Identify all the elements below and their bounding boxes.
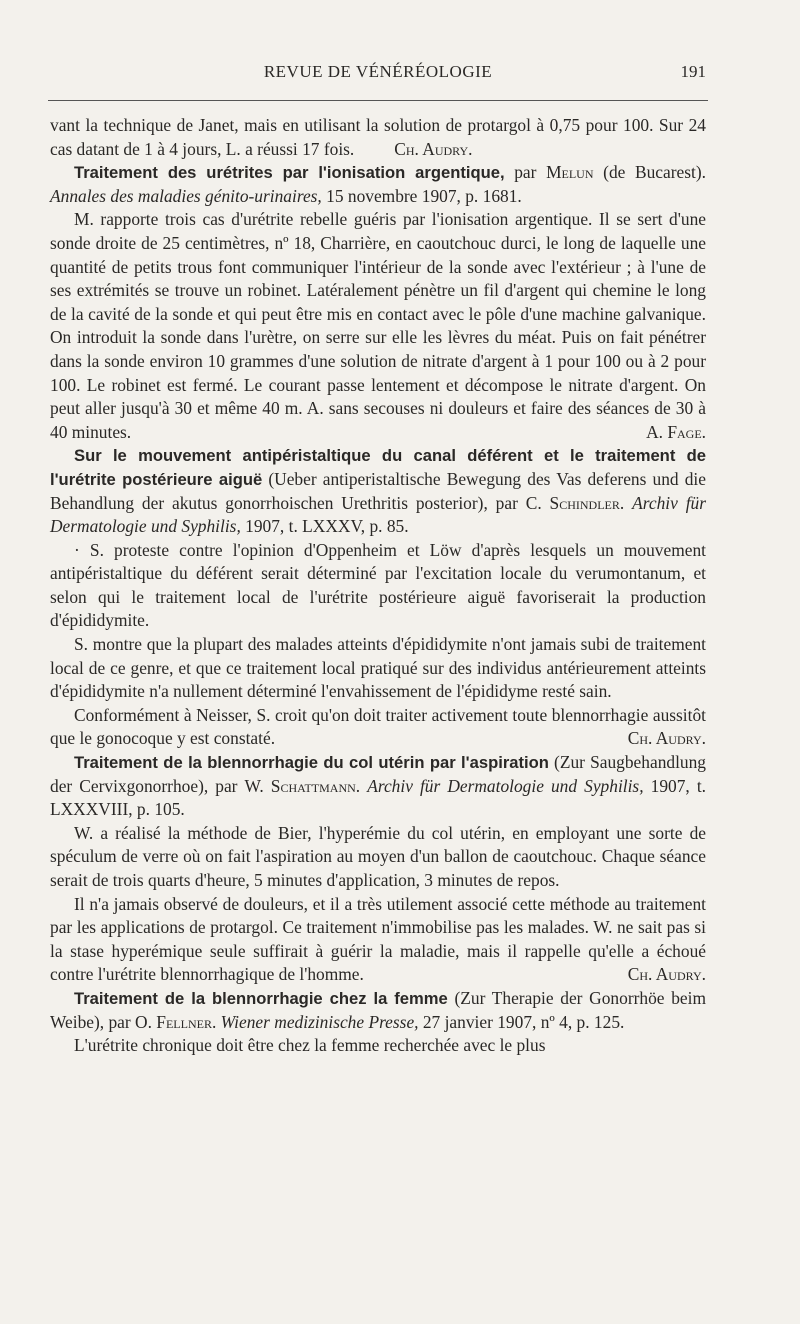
paragraph: M. rapporte trois cas d'urétrite rebelle guéris par l'ionisation argentique. Il se sert d'une sonde droite de 25 centimètres, nº 18, Charrière, en caoutchouc durci, le long de laquelle une quantité de petits trous font communiquer l'intérieur de la sonde avec l'extérieur ; à l'une de ses extrémités se trouve un robinet. Latéralement pénètre un fil d'argent qui chemine le long de la cavité de la sonde et qui peut être mis en contact avec le pôle d'une machine galvanique. On introduit la sonde dans l'urètre, on serre sur elle les lèvres du méat. Puis on fait pénétrer dans la sonde environ 10 grammes d'une solution de nitrate d'argent à 1 pour 100 ou à 2 pour 100. Le robinet est fermé. Le courant passe lentement et décompose le nitrate d'argent. On peut aller jusqu'à 30 et même 40 m. A. sans secouses ni douleurs et faire des séances de 30 à 40 minutes. A. Fage. xyxy=(50,208,706,444)
author: Melun xyxy=(546,162,594,183)
paragraph: L'urétrite chronique doit être chez la femme recherchée avec le plus xyxy=(74,1035,546,1056)
signature: Ch. Audry. xyxy=(627,964,706,985)
page-number: 191 xyxy=(680,62,706,81)
paragraph: Il n'a jamais observé de douleurs, et il a très utilement associé cette méthode au traitement par les applications de protargol. Ce traitement n'immobilise pas les malades. W. ne sait pas si la stase hyperémique seule suffirait à guérir la maladie, mais il rappelle qu'elle a échoué contre l'urétrite blennorrhagique de l'homme. Ch. Audry. xyxy=(50,893,706,987)
journal-title: REVUE DE VÉNÉRÉOLOGIE xyxy=(263,62,493,81)
running-header xyxy=(50,62,706,88)
article-heading: Traitement de la blennorrhagie du col utérin par l'aspiration (Zur Saugbehandlung der Cervixgonorrhoe), par W. Schattmann. Archiv für Dermatologie und Syphilis, 1907, t. LXXXVIII, p. 105. xyxy=(50,752,706,820)
journal-name: Archiv für Dermatologie und Syphilis, xyxy=(367,775,644,796)
article-heading: Traitement de la blennorrhagie chez la femme (Zur Therapie der Gonorrhöe beim Weibe), par O. Fellner. Wiener medizinische Presse, 27 janvier 1907, nº 4, p. 125. xyxy=(50,987,706,1032)
article-title: Traitement des urétrites par l'ionisation argentique, xyxy=(74,163,505,183)
paragraph: vant la technique de Janet, mais en utilisant la solution de protargol à 0,75 pour 100. Sur 24 cas datant de 1 à 4 jours, L. a réussi 17 fois. Ch. Audry. xyxy=(50,115,706,159)
article-heading: Sur le mouvement antipéristaltique du canal déférent et le traitement de l'urétrite postérieure aiguë (Ueber antiperistaltische Bewegung des Vas deferens und die Behandlung der akutus gonorrhoischen Urethritis posterior), par C. Schindler. Archiv für Dermatologie und Syphilis, 1907, t. LXXXV, p. 85. xyxy=(50,446,706,537)
journal-name: Annales des maladies génito-urinaires, xyxy=(50,185,322,206)
paragraph: Conformément à Neisser, S. croit qu'on doit traiter activement toute blennorrhagie aussitôt que le gonocoque y est constaté. Ch. Audry. xyxy=(50,704,706,751)
article-heading: Traitement des urétrites par l'ionisation argentique, par Melun (de Bucarest). Annales des maladies génito-urinaires, 15 novembre 1907, p. 1681. xyxy=(50,162,706,206)
article-title: Traitement de la blennorrhagie du col utérin par l'aspiration xyxy=(74,753,549,773)
journal-name: Archiv für Dermatologie und Syphilis, xyxy=(50,492,706,537)
article-title: Sur le mouvement antipéristaltique du canal déférent et le traitement de l'urétrite postérieure aiguë xyxy=(50,446,706,489)
page-body xyxy=(50,114,706,1058)
paragraph: W. a réalisé la méthode de Bier, l'hyperémie du col utérin, en employant une sorte de spéculum de verre où on fait l'aspiration au moyen d'un ballon de caoutchouc. Chaque séance serait de trois quarts d'heure, 5 minutes d'application, 3 minutes de repos. xyxy=(50,822,706,890)
author: C. Schindler. xyxy=(525,492,625,513)
author: O. Fellner. xyxy=(135,1011,217,1032)
article-title: Traitement de la blennorrhagie chez la femme xyxy=(74,988,448,1008)
journal-name: Wiener medizinische Presse, xyxy=(220,1011,419,1032)
author: W. Schattmann. xyxy=(244,775,361,796)
paragraph: · S. proteste contre l'opinion d'Oppenheim et Löw d'après lesquels un mouvement antipéristaltique du déférent serait déterminé par l'excitation locale du verumontanum, et selon qui le traitement local de l'urétrite postérieure aiguë favoriserait la production d'épididymite. xyxy=(50,539,706,631)
signature: Ch. Audry. xyxy=(627,728,706,749)
signature: Ch. Audry. xyxy=(394,138,473,159)
paragraph: S. montre que la plupart des malades atteints d'épididymite n'ont jamais subi de traitement local de ce genre, et que ce traitement local pratiqué sur des individus antérieurement atteints d'épididymite n'a nullement déterminé l'envahissement de l'épididyme resté sain. xyxy=(50,634,706,702)
header-rule xyxy=(48,100,708,101)
signature: A. Fage. xyxy=(646,421,706,442)
